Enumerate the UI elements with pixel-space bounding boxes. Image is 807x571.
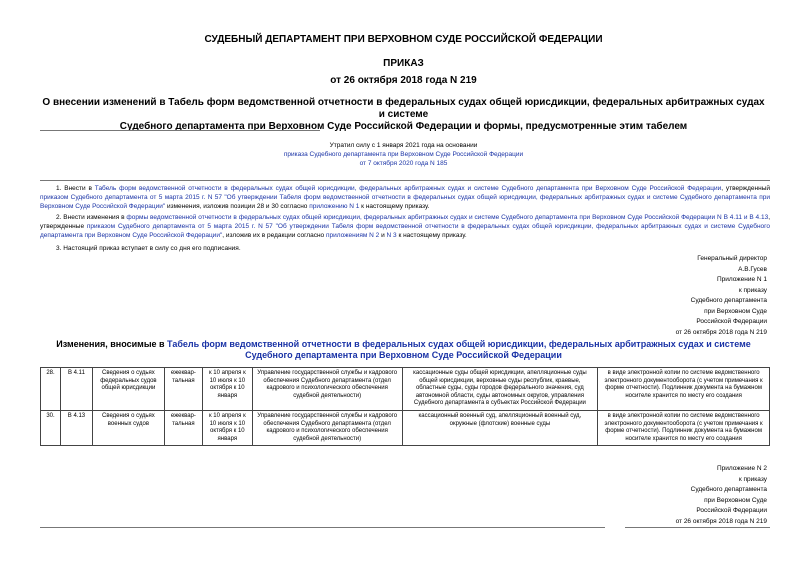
cell-code: В 4.13	[60, 410, 92, 445]
p1-link-tabel[interactable]: Табель форм ведомственной отчетности в федеральных судах общей юрисдикции, федеральных арбитражных судах и системе Судебного департамента при Верховном Суде Российской Федерации	[94, 185, 722, 192]
appendix2-block	[567, 464, 767, 527]
p1-link-order[interactable]: приказом Судебного департамента от 5 марта 2015 г. N 57 "Об утверждении Табеля форм ведомственной отчетности в федеральных судах общей юрисдикции, федеральных арбитражных судах и системе Судебного департамента при Верховном Суде Российской Федерации"	[40, 194, 770, 210]
lost-force-line1: Утратил силу с 1 января 2021 года на основании	[329, 142, 478, 149]
appendix1-line: к приказу	[738, 286, 767, 294]
appendix2-line: Российской Федерации	[696, 507, 767, 514]
doc-type: ПРИКАЗ	[383, 58, 424, 69]
appendix2-line: Судебного департамента	[690, 486, 767, 493]
p2-text-b: , утвержденные	[40, 214, 771, 230]
doc-title-line1: О внесении изменений в Табель форм ведомственной отчетности в федеральных судах общей юрисдикции, федеральных арбитражных судах и системе	[42, 97, 765, 120]
cell-submitters: кассационные суды общей юрисдикции, апелляционные суды общей юрисдикции, верховные суды республик, краевые, областные суды, суды городов федерального значения, суд автономной области, суды автономных округов, управления Судебного департамента в субъектах Российской Федерации	[402, 368, 598, 411]
p2-text-d: и	[379, 232, 387, 239]
divider	[40, 130, 320, 131]
appendix1-line: Российской Федерации	[696, 318, 767, 325]
p2-link-appendix2[interactable]: приложениям N 2	[325, 232, 380, 239]
doc-title-line2: Судебного департамента при Верховном Суде Российской Федерации и формы, предусмотренные этим табелем	[119, 121, 688, 132]
p2-link-order[interactable]: приказом Судебного департамента от 5 марта 2015 г. N 57 "Об утверждении Табеля форм ведомственной отчетности в федеральных судах общей юрисдикции, федеральных арбитражных судах и системе Судебного департамента при Верховном Суде Российской Федерации"	[40, 223, 770, 239]
p2-text-e: к настоящему приказу.	[396, 232, 467, 239]
changes-heading-link[interactable]: Табель форм ведомственной отчетности в федеральных судах общей юрисдикции, федеральных арбитражных судах и системе Судебного департамента при Верховном Суде Российской Федерации	[167, 339, 751, 360]
paragraph-2	[40, 213, 770, 240]
p1-text-d: к настоящему приказу.	[359, 203, 430, 210]
cell-method: в виде электронной копии по системе ведомственного электронного документооборота (с учетом примечания к форме отчетности). Подлинник документа на бумажном носителе хранится по месту его создания	[598, 368, 770, 411]
cell-period: ежеквар-тальная	[164, 368, 202, 411]
p3-text: 3. Настоящий приказ вступает в силу со дня его подписания.	[56, 245, 241, 252]
p2-link-forms[interactable]: формы ведомственной отчетности в федеральных судах общей юрисдикции, федеральных арбитражных судах и системе Судебного департамента при Верховном Суде Российской Федерации N В 4.11 и В 4.13	[126, 214, 769, 221]
p2-link-appendix3[interactable]: N 3	[386, 232, 397, 239]
cell-num: 30.	[41, 410, 61, 445]
divider	[40, 527, 605, 528]
changes-heading	[40, 339, 767, 361]
cell-submitters: кассационный военный суд, апелляционный военный суд, окружные (флотские) военные суды	[402, 410, 598, 445]
p1-text-a: 1. Внести в	[56, 185, 95, 192]
appendix1-line: при Верховном Суде	[704, 307, 767, 315]
divider	[40, 180, 770, 181]
doc-title	[40, 97, 767, 133]
cell-deadline: к 10 апреля к 10 июля к 10 октября к 10 января	[202, 368, 252, 411]
appendix2-line: от 26 октября 2018 года N 219	[675, 517, 767, 525]
appendix1-title: Приложение N 1	[716, 276, 767, 283]
p1-text-b: , утвержденный	[721, 185, 770, 192]
cell-name: Сведения о судьях федеральных судов общей юрисдикции	[92, 368, 164, 411]
cell-code: В 4.11	[60, 368, 92, 411]
p2-text-c: , изложив их в редакции согласно	[222, 232, 326, 239]
lost-force-link[interactable]: приказа Судебного департамента при Верховном Суде Российской Федерации	[283, 151, 524, 158]
cell-recipient: Управление государственной службы и кадрового обеспечения Судебного департамента (отдел кадрового и психологического обеспечения судебной деятельности)	[252, 368, 402, 411]
p1-link-appendix1[interactable]: приложению N 1	[309, 203, 360, 210]
cell-period: ежеквар-тальная	[164, 410, 202, 445]
paragraph-1	[40, 184, 770, 211]
cell-name: Сведения о судьях военных судов	[92, 410, 164, 445]
doc-date-number: от 26 октября 2018 года N 219	[330, 75, 477, 86]
table-row	[41, 410, 770, 445]
appendix1-line: от 26 октября 2018 года N 219	[675, 328, 767, 336]
changes-table	[40, 367, 770, 446]
signature-name: А.В.Гусев	[738, 265, 767, 273]
p1-text-c: изменения, изложив позиции 28 и 30 согласно	[165, 203, 310, 210]
appendix2-title: Приложение N 2	[716, 465, 767, 472]
cell-recipient: Управление государственной службы и кадрового обеспечения Судебного департамента (отдел кадрового и психологического обеспечения судебной деятельности)	[252, 410, 402, 445]
divider	[625, 527, 770, 528]
lost-force-note	[0, 141, 807, 168]
p2-text-a: 2. Внести изменения в	[56, 214, 127, 221]
appendix1-line: Судебного департамента	[690, 297, 767, 304]
lost-force-link-date[interactable]: от 7 октября 2020 года N 185	[359, 160, 448, 167]
signature-position: Генеральный директор	[697, 255, 767, 262]
paragraph-3	[40, 244, 770, 253]
signature-block	[567, 254, 767, 338]
appendix2-line: при Верховном Суде	[704, 496, 767, 504]
org-name: СУДЕБНЫЙ ДЕПАРТАМЕНТ ПРИ ВЕРХОВНОМ СУДЕ РОССИЙСКОЙ ФЕДЕРАЦИИ	[204, 34, 603, 45]
table-row	[41, 368, 770, 411]
appendix2-line: к приказу	[738, 475, 767, 483]
cell-num: 28.	[41, 368, 61, 411]
cell-deadline: к 10 апреля к 10 июля к 10 октября к 10 января	[202, 410, 252, 445]
cell-method: в виде электронной копии по системе ведомственного электронного документооборота (с учетом примечания к форме отчетности). Подлинник документа на бумажном носителе хранится по месту его создания	[598, 410, 770, 445]
changes-heading-text: Изменения, вносимые в	[56, 339, 168, 349]
